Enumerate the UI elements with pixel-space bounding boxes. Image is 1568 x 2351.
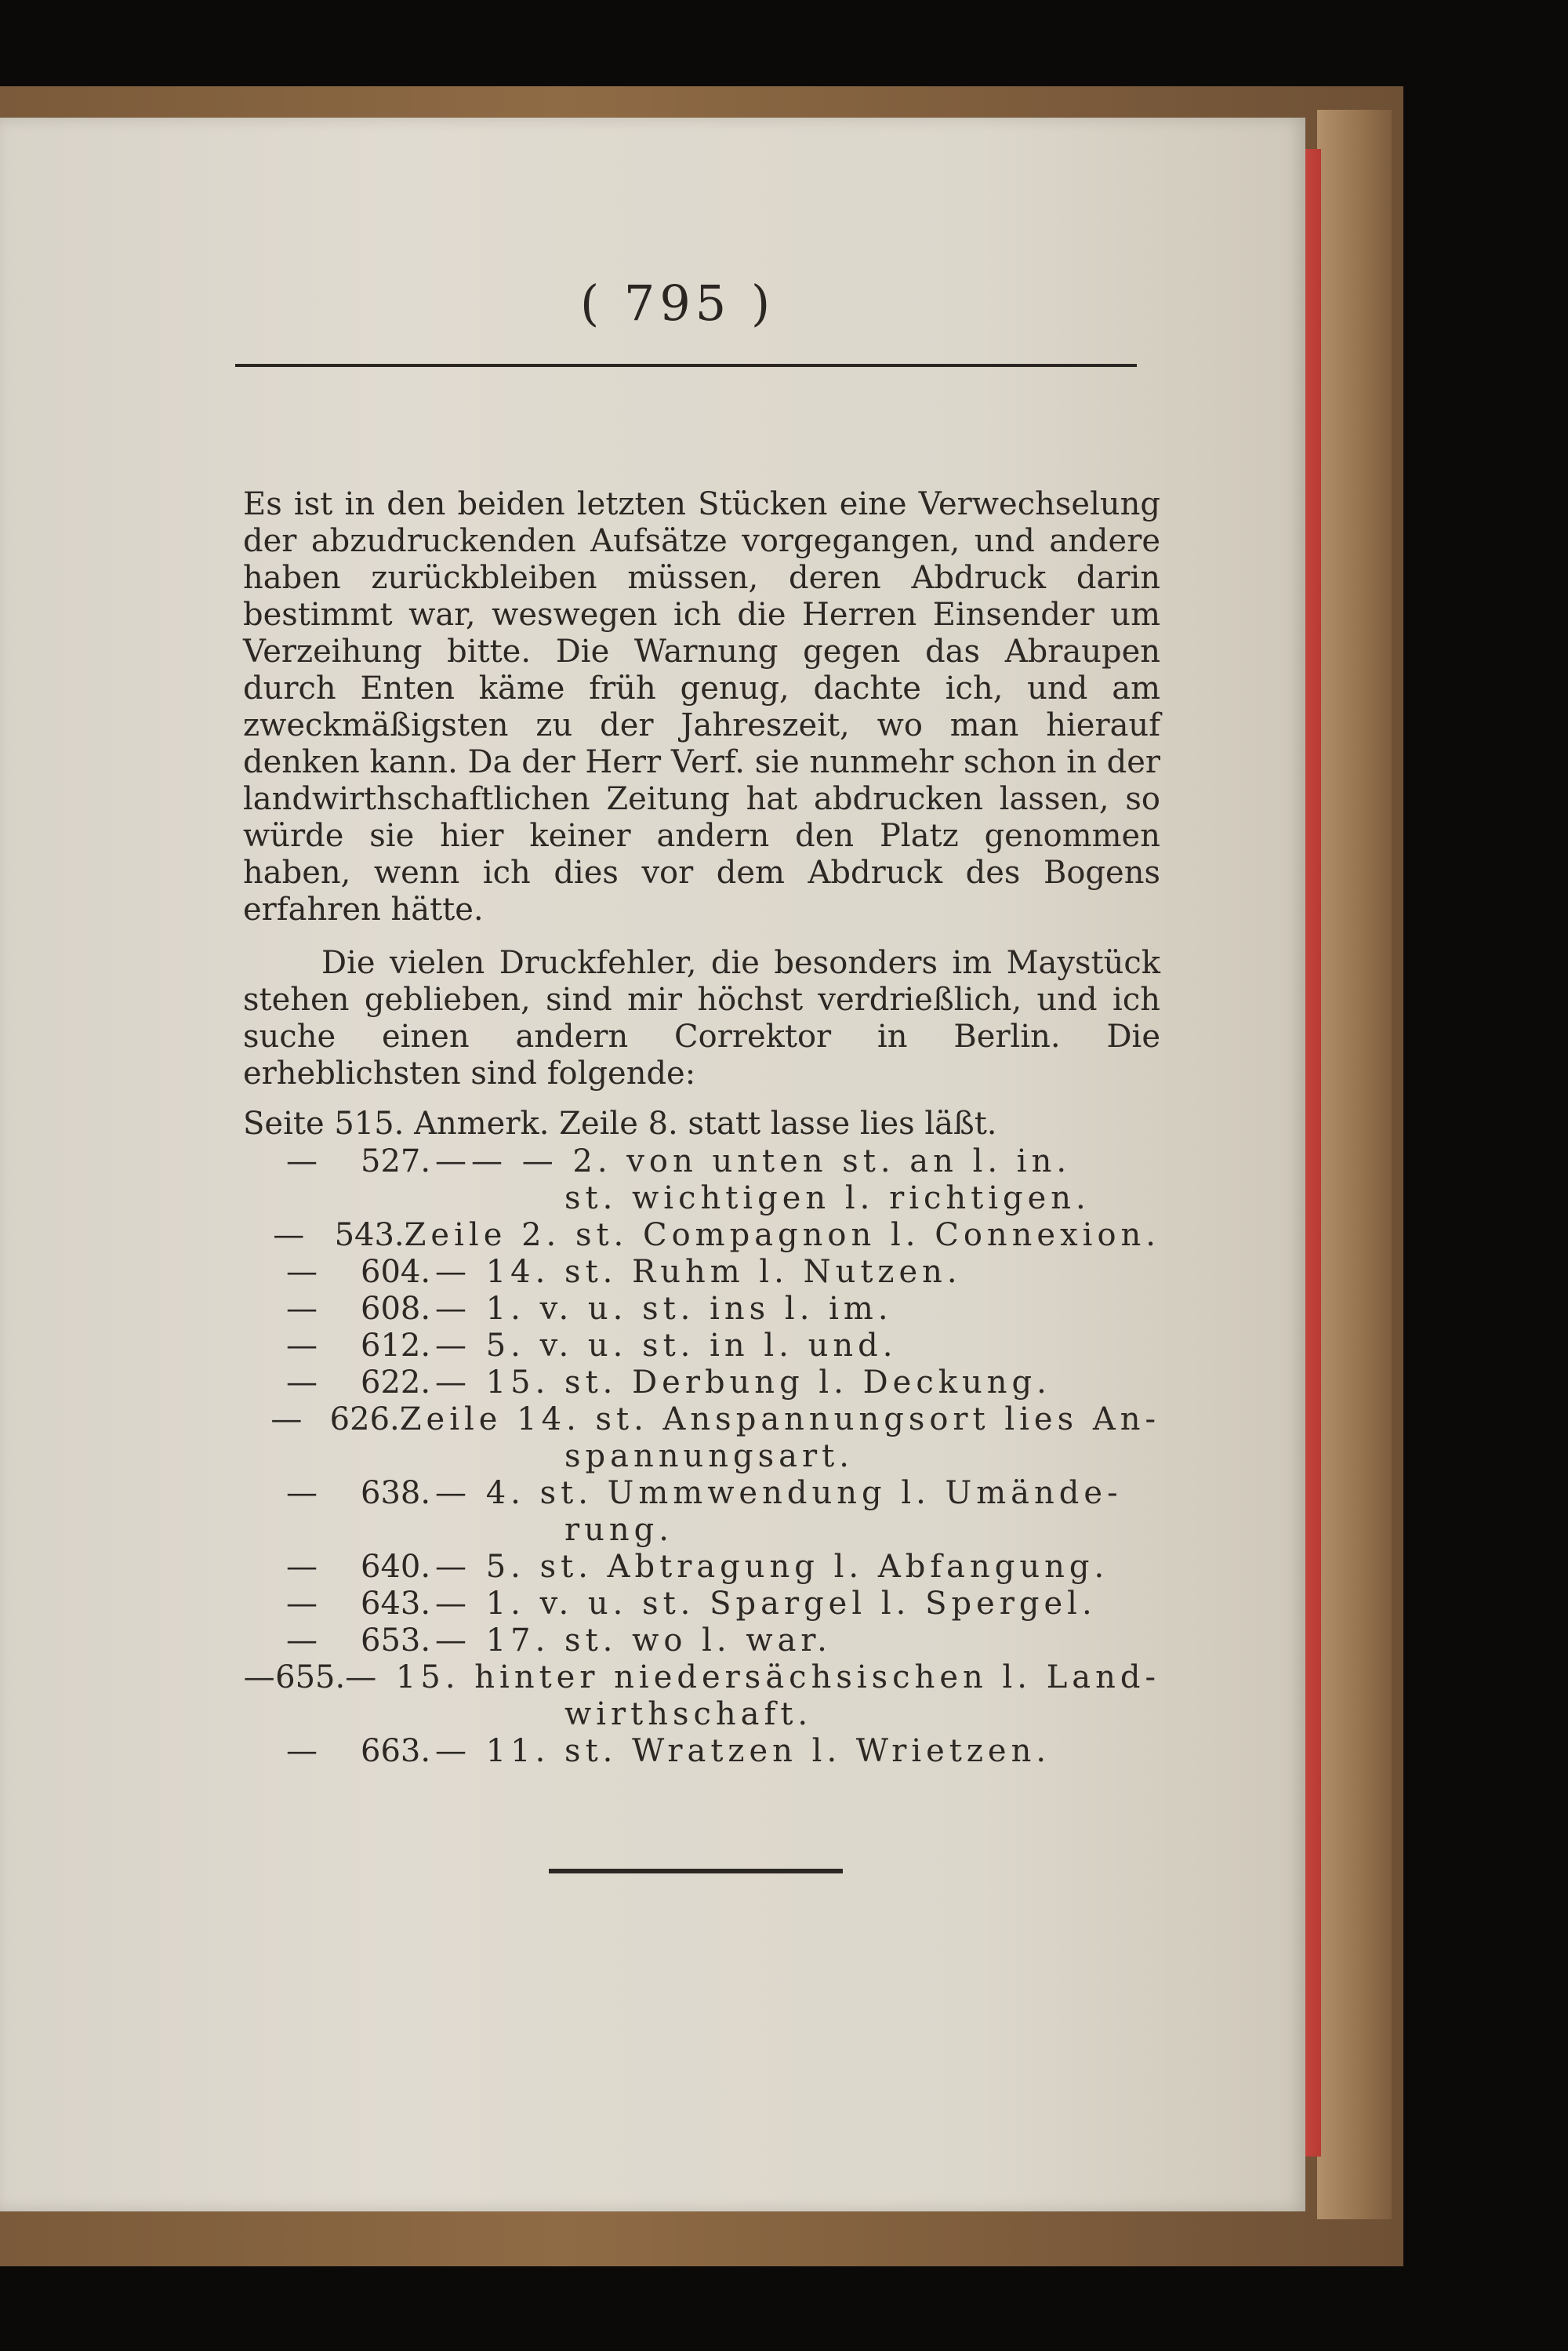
- paragraph-1: Es ist in den beiden letzten Stücken eine Verwechselung der abzudruckenden Aufsätze vorgegangen, und andere haben zurückbleiben müssen, deren Abdruck darin bestimmt war, weswegen ich die Herren Einsender um Verzeihung bitte. Die Warnung gegen das Abraupen durch Enten käme früh genug, dachte ich, und am zweckmäßigsten zu der Jahreszeit, wo man hierauf denken kann. Da der Herr Verf. sie nunmehr schon in der landwirthschaftlichen Zeitung hat abdrucken lassen, so würde sie hier keiner andern den Platz genommen haben, wenn ich dies vor dem Abdruck des Bogens erfahren hätte.: [243, 486, 1160, 928]
- errata-page: 638.: [361, 1475, 431, 1511]
- errata-page: 626.: [329, 1401, 400, 1437]
- errata-correction: — 5. v. u. st. in l. und.: [435, 1328, 898, 1364]
- errata-continuation: st. wichtigen l. richtigen.: [564, 1180, 1091, 1216]
- errata-page: 604.: [361, 1254, 431, 1290]
- errata-correction: — 4. st. Ummwendung l. Umände-: [435, 1475, 1123, 1511]
- errata-page: 608.: [361, 1291, 431, 1327]
- errata-correction: —— — 2. von unten st. an l. in.: [435, 1143, 1072, 1179]
- errata-correction: — 17. st. wo l. war.: [435, 1622, 832, 1659]
- errata-row: [243, 1659, 1160, 1696]
- errata-correction: Zeile 2. st. Compagnon l. Connexion.: [404, 1217, 1160, 1253]
- errata-dash: —: [270, 1401, 303, 1437]
- footer-rule: [549, 1869, 843, 1873]
- errata-page: 543.: [334, 1217, 405, 1253]
- errata-list: [243, 1106, 1160, 1770]
- errata-dash: —: [243, 1659, 275, 1695]
- errata-dash: —: [286, 1586, 318, 1622]
- errata-row: [243, 1328, 1160, 1364]
- errata-correction: — 11. st. Wratzen l. Wrietzen.: [435, 1733, 1051, 1769]
- errata-row: [243, 1586, 1160, 1622]
- errata-row: [243, 1549, 1160, 1586]
- errata-row: [243, 1733, 1160, 1770]
- errata-page: 527.: [361, 1143, 431, 1179]
- errata-correction: — 1. v. u. st. Spargel l. Spergel.: [435, 1586, 1097, 1622]
- errata-dash: —: [286, 1733, 318, 1769]
- errata-row: [243, 1475, 1160, 1512]
- errata-dash: —: [286, 1291, 318, 1327]
- page-number: ( 795 ): [580, 274, 775, 332]
- errata-correction: Zeile 14. st. Anspannungsort lies An-: [399, 1401, 1160, 1437]
- header-rule: [235, 364, 1137, 367]
- errata-row: [243, 1143, 1160, 1180]
- errata-row: [243, 1622, 1160, 1659]
- errata-continuation: wirthschaft.: [564, 1696, 813, 1732]
- errata-page: 643.: [361, 1586, 431, 1622]
- errata-row: [243, 1401, 1160, 1438]
- errata-correction: — 1. v. u. st. ins l. im.: [435, 1291, 893, 1327]
- errata-continuation: spannungsart.: [564, 1438, 854, 1474]
- errata-header: Seite 515. Anmerk. Zeile 8. statt lasse lies läßt.: [243, 1106, 997, 1142]
- paragraph-2: Die vielen Druckfehler, die besonders im Maystück stehen geblieben, sind mir höchst verdrießlich, und ich suche einen andern Correktor in Berlin. Die erheblichsten sind folgende:: [243, 945, 1160, 1092]
- errata-correction: — 15. st. Derbung l. Deckung.: [435, 1364, 1051, 1401]
- errata-dash: —: [286, 1475, 318, 1511]
- errata-dash: —: [286, 1143, 318, 1179]
- errata-dash: —: [273, 1217, 305, 1253]
- errata-correction: — 14. st. Ruhm l. Nutzen.: [435, 1254, 962, 1290]
- errata-correction: — 5. st. Abtragung l. Abfangung.: [435, 1549, 1109, 1585]
- errata-row: [243, 1254, 1160, 1291]
- errata-correction: — 15. hinter niedersächsischen l. Land-: [345, 1659, 1160, 1695]
- errata-row: [243, 1217, 1160, 1254]
- errata-page: 663.: [361, 1733, 431, 1769]
- errata-page: 653.: [361, 1622, 431, 1659]
- errata-continuation: rung.: [564, 1512, 673, 1548]
- errata-dash: —: [286, 1622, 318, 1659]
- page-block-edge: [1317, 110, 1392, 2219]
- errata-page: 640.: [361, 1549, 431, 1585]
- errata-row: [243, 1364, 1160, 1401]
- errata-dash: —: [286, 1254, 318, 1290]
- errata-dash: —: [286, 1549, 318, 1585]
- errata-page: 612.: [361, 1328, 431, 1364]
- errata-dash: —: [286, 1328, 318, 1364]
- errata-page: 622.: [361, 1364, 431, 1401]
- errata-row: [243, 1291, 1160, 1328]
- errata-dash: —: [286, 1364, 318, 1401]
- errata-page: 655.: [275, 1659, 346, 1695]
